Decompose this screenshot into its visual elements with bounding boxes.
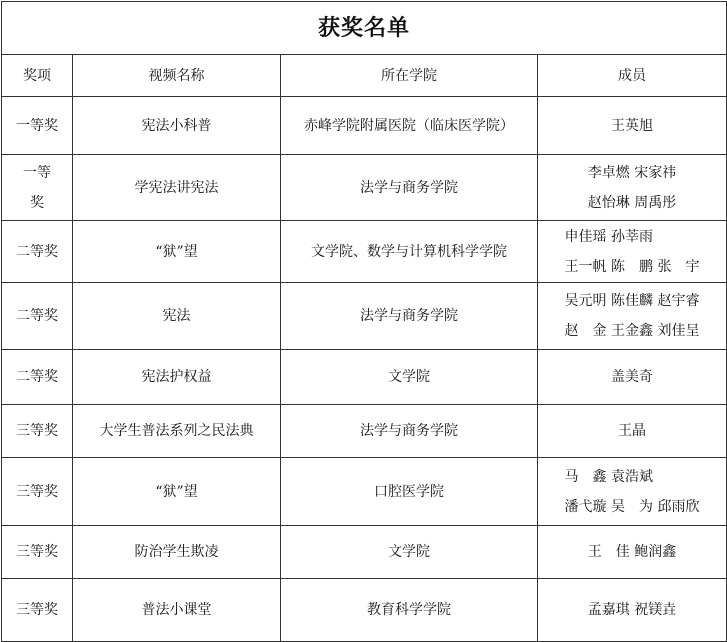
award-cell xyxy=(2,155,73,221)
member-line: 李卓燃 宋家祎 xyxy=(587,164,677,181)
table-row xyxy=(2,155,727,221)
award-cell: 三等奖 xyxy=(2,526,73,579)
award-cell: 二等奖 xyxy=(2,283,73,350)
members-cell xyxy=(538,155,727,221)
video-name-cell: 宪法 xyxy=(73,283,281,350)
college-cell: 法学与商务学院 xyxy=(281,283,538,350)
video-name-cell: 普法小课堂 xyxy=(73,579,281,642)
table-row xyxy=(2,283,727,350)
table-row xyxy=(2,97,727,155)
video-name-cell: 宪法小科普 xyxy=(73,97,281,155)
video-name-cell: 大学生普法系列之民法典 xyxy=(73,405,281,458)
table-row xyxy=(2,405,727,458)
member-line: 潘弋璇 吴 为 邱雨欣 xyxy=(564,498,700,515)
members-cell xyxy=(538,97,727,155)
members-cell xyxy=(538,579,727,642)
college-cell: 法学与商务学院 xyxy=(281,405,538,458)
award-cell: 二等奖 xyxy=(2,350,73,405)
members-cell xyxy=(538,458,727,526)
member-line: 王英旭 xyxy=(611,117,653,134)
header-members: 成员 xyxy=(538,55,727,97)
table-row xyxy=(2,458,727,526)
member-line: 吴元明 陈佳麟 赵宇睿 xyxy=(564,293,700,309)
header-award: 奖项 xyxy=(2,55,73,97)
member-line: 孟嘉琪 祝镁垚 xyxy=(587,602,677,618)
table-row xyxy=(2,579,727,642)
member-line: 赵怡琳 周禹彤 xyxy=(587,194,677,211)
award-cell: 一等奖 xyxy=(2,97,73,155)
member-line: 盖美奇 xyxy=(611,369,653,385)
award-text: 一等奖 xyxy=(23,164,51,211)
table-row xyxy=(2,221,727,283)
table-row xyxy=(2,350,727,405)
college-cell: 教育科学学院 xyxy=(281,579,538,642)
members-cell xyxy=(538,405,727,458)
title-row xyxy=(2,2,727,55)
header-college: 所在学院 xyxy=(281,55,538,97)
member-line: 赵 金 王金鑫 刘佳呈 xyxy=(564,323,700,339)
award-cell: 二等奖 xyxy=(2,221,73,283)
award-cell: 三等奖 xyxy=(2,405,73,458)
award-cell: 三等奖 xyxy=(2,458,73,526)
table-title: 获奖名单 xyxy=(2,2,727,55)
member-line: 王 佳 鲍润鑫 xyxy=(587,544,677,560)
video-name-cell: “狱”望 xyxy=(73,221,281,283)
college-cell: 赤峰学院附属医院（临床医学院） xyxy=(281,97,538,155)
member-line: 申佳瑶 孙莘雨 xyxy=(564,228,653,245)
members-cell xyxy=(538,221,727,283)
video-name-cell: 防治学生欺凌 xyxy=(73,526,281,579)
members-cell xyxy=(538,350,727,405)
table-row xyxy=(2,526,727,579)
member-line: 王一帆 陈 鹏 张 宇 xyxy=(564,258,700,275)
college-cell: 文学院 xyxy=(281,526,538,579)
members-cell xyxy=(538,526,727,579)
member-line: 马 鑫 袁浩斌 xyxy=(564,468,653,485)
member-line: 王晶 xyxy=(618,423,646,439)
video-name-cell: “狱”望 xyxy=(73,458,281,526)
college-cell: 口腔医学院 xyxy=(281,458,538,526)
college-cell: 文学院 xyxy=(281,350,538,405)
video-name-cell: 宪法护权益 xyxy=(73,350,281,405)
video-name-cell: 学宪法讲宪法 xyxy=(73,155,281,221)
college-cell: 文学院、数学与计算机科学学院 xyxy=(281,221,538,283)
header-row xyxy=(2,55,727,97)
award-list-table xyxy=(1,1,727,642)
header-video-name: 视频名称 xyxy=(73,55,281,97)
members-cell xyxy=(538,283,727,350)
college-cell: 法学与商务学院 xyxy=(281,155,538,221)
award-cell: 三等奖 xyxy=(2,579,73,642)
